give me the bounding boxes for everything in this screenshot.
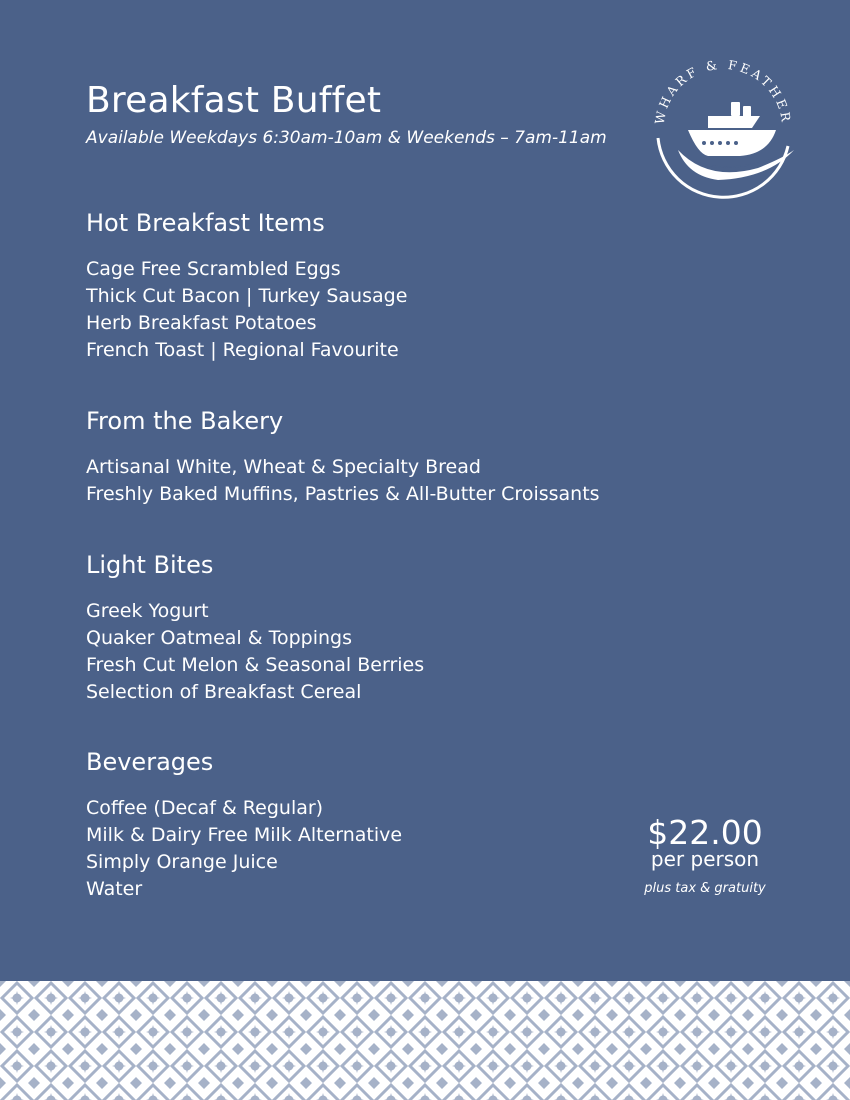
section-light-bites — [86, 550, 424, 706]
page-title: Breakfast Buffet — [86, 80, 382, 121]
decorative-tile-pattern — [0, 981, 850, 1100]
menu-item: Fresh Cut Melon & Seasonal Berries — [86, 654, 425, 676]
price-block — [630, 815, 780, 896]
section-heading: From the Bakery — [86, 407, 284, 435]
section-hot-breakfast — [86, 208, 407, 364]
menu-item: Simply Orange Juice — [86, 851, 278, 873]
section-beverages — [86, 747, 402, 903]
menu-item: Water — [86, 878, 143, 900]
menu-item: Artisanal White, Wheat & Specialty Bread — [86, 456, 481, 478]
wharf-feather-logo — [648, 50, 798, 200]
menu-item: Herb Breakfast Potatoes — [86, 312, 317, 334]
price-note: plus tax & gratuity — [644, 881, 766, 896]
menu-item: French Toast | Regional Favourite — [86, 339, 399, 361]
section-heading: Beverages — [86, 748, 214, 776]
menu-item: Cage Free Scrambled Eggs — [86, 258, 341, 280]
menu-item: Freshly Baked Muffins, Pastries & All-Butter Croissants — [86, 483, 600, 505]
logo-text: WHARF & FEATHER — [651, 56, 795, 126]
menu-item: Coffee (Decaf & Regular) — [86, 797, 324, 819]
menu-item: Quaker Oatmeal & Toppings — [86, 627, 352, 649]
availability-subtitle: Available Weekdays 6:30am-10am & Weekends – 7am-11am — [86, 128, 607, 148]
section-bakery — [86, 406, 600, 508]
section-heading: Hot Breakfast Items — [86, 209, 325, 237]
section-heading: Light Bites — [86, 551, 214, 579]
menu-item: Selection of Breakfast Cereal — [86, 681, 362, 703]
ship-feather-icon — [678, 102, 794, 180]
price-amount: $22.00 — [647, 813, 763, 852]
menu-item: Greek Yogurt — [86, 600, 209, 622]
menu-item: Thick Cut Bacon | Turkey Sausage — [86, 285, 408, 307]
menu-item: Milk & Dairy Free Milk Alternative — [86, 824, 403, 846]
price-unit: per person — [650, 847, 760, 871]
svg-text:WHARF & FEATHER — [652, 57, 794, 126]
